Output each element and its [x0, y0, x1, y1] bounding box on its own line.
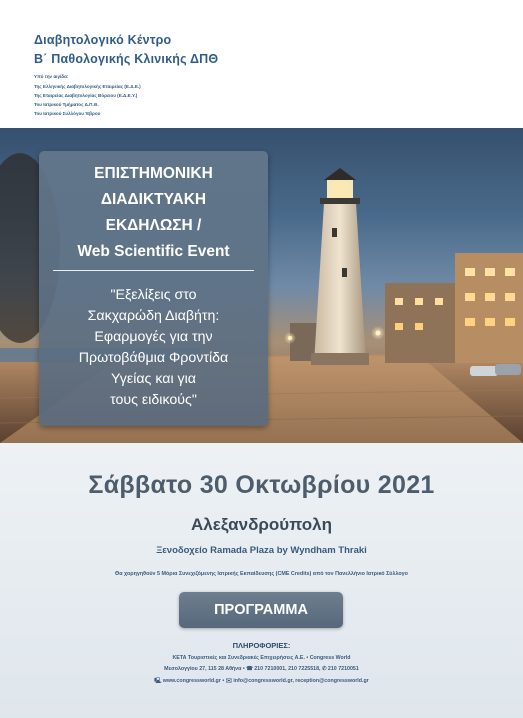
event-city: Αλεξανδρούπολη [191, 515, 332, 534]
event-subtitle-line: Εφαρμογές για την [94, 329, 213, 345]
sponsor-line: Του Ιατρικού Συλλόγου Έβρου [34, 111, 101, 116]
sponsor-heading: Υπό την αιγίδα: [34, 74, 69, 79]
organizer-name: Διαβητολογικό Κέντρο [34, 33, 172, 47]
event-date: Σάββατο 30 Οκτωβρίου 2021 [88, 471, 435, 499]
contact-address: Μεσολογγίου 27, 115 28 Αθήνα • ☎ 210 7210001, 210 7225518, ✆ 210 7210051 [164, 666, 359, 672]
event-subtitle-line: Σακχαρώδη Διαβήτη: [87, 308, 220, 324]
info-heading: ΠΛΗΡΟΦΟΡΙΕΣ: [232, 641, 291, 650]
event-title-line: ΔΙΑΔΙΚΤΥΑΚΗ [100, 191, 207, 208]
sponsor-line: Του Ιατρικού Τμήματος Δ.Π.Θ. [34, 102, 99, 107]
event-subtitle-line: τους ειδικούς" [110, 392, 197, 408]
event-title-line: ΕΠΙΣΤΗΜΟΝΙΚΗ [94, 165, 213, 182]
program-button[interactable]: ΠΡΟΓΡΑΜΜΑ [179, 592, 343, 628]
divider [53, 270, 254, 271]
sponsor-line: Της Εταιρείας Διαβητολογίας Βόρειου (Ε.Δ.Ε.Υ.) [34, 93, 138, 98]
contact-web-email[interactable]: 🖳 www.congressworld.gr • ✉ info@congressworld.gr, reception@congressworld.gr [154, 678, 369, 684]
event-title-line: ΕΚΔΗΛΩΣΗ / [105, 217, 202, 234]
organizer-clinic: Β΄ Παθολογικής Κλινικής ΔΠΘ [34, 52, 219, 66]
event-title-box [39, 151, 268, 426]
cme-credits-note: Θα χορηγηθούν 5 Μόρια Συνεχιζόμενης Ιατρικής Εκπαίδευσης (CME Credits) από τον Πανελλήνιο Ιατρικό Σύλλογο [115, 571, 408, 577]
event-venue: Ξενοδοχείο Ramada Plaza by Wyndham Thraki [156, 545, 367, 556]
event-title-line: Web Scientific Event [77, 243, 230, 260]
event-subtitle-line: Υγείας και για [111, 371, 196, 387]
event-subtitle-line: Πρωτοβάθμια Φροντίδα [78, 350, 229, 366]
event-subtitle-line: "Εξελίξεις στο [110, 287, 197, 303]
organizer-company: ΚΕΤΑ Τουριστικές και Συνεδριακές Επιχειρήσεις Α.Ε. • Congress World [172, 655, 351, 661]
sponsor-line: Της Ελληνικής Διαβητολογικής Εταιρείας (Ε.Δ.Ε.) [34, 84, 141, 89]
